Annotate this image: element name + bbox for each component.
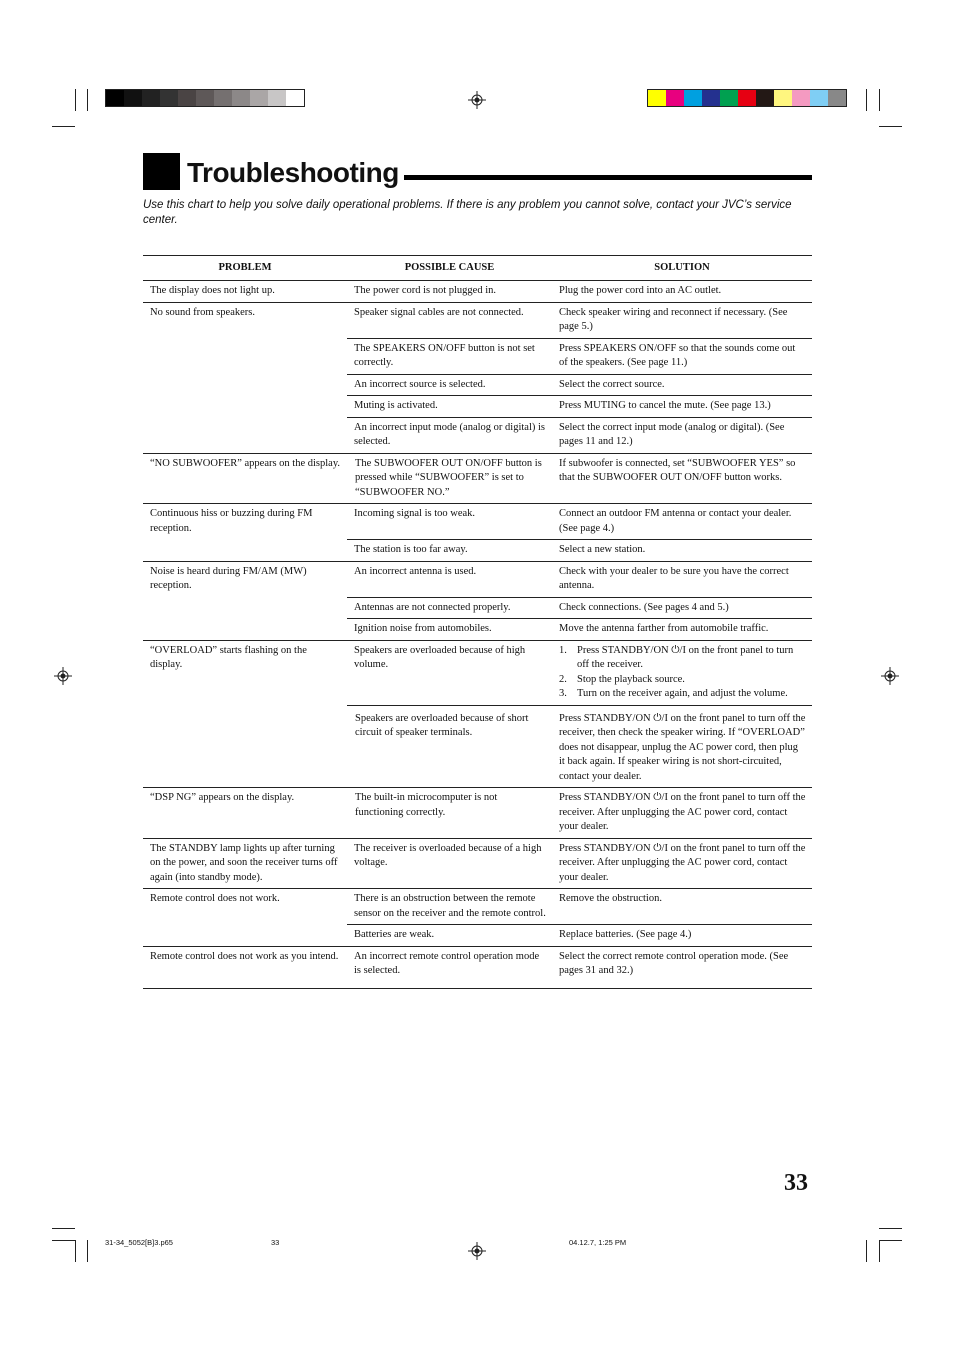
crop-mark [52, 126, 75, 127]
crop-mark [87, 1240, 88, 1262]
crop-mark [87, 89, 88, 111]
list-item: 1. Press STANDBY/ON ⏻/I on the front panel to turn off the receiver. [559, 644, 794, 670]
cause-cell: An incorrect antenna is used. [347, 561, 552, 597]
grayscale-color-bar [105, 89, 305, 107]
solution-cell: Plug the power cord into an AC outlet. [552, 281, 812, 303]
color-swatch [106, 90, 124, 106]
crop-mark [879, 1228, 902, 1229]
list-item: 2. Stop the playback source. [559, 673, 685, 685]
table-header-row [143, 256, 812, 281]
color-swatch [232, 90, 250, 106]
solution-cell: Select the correct input mode (analog or digital). (See pages 11 and 12.) [552, 417, 812, 453]
cause-cell: The station is too far away. [347, 540, 552, 562]
color-swatch [214, 90, 232, 106]
solution-cell: Replace batteries. (See page 4.) [552, 925, 812, 947]
cause-cell: Speaker signal cables are not connected. [347, 302, 552, 338]
cause-cell: Ignition noise from automobiles. [347, 619, 552, 641]
crop-mark [879, 1240, 880, 1262]
color-swatch [142, 90, 160, 106]
list-item: 3. Turn on the receiver again, and adjust the volume. [559, 688, 788, 699]
page-title: Troubleshooting [187, 157, 399, 188]
solution-cell: Press SPEAKERS ON/OFF so that the sounds come out of the speakers. (See page 11.) [552, 338, 812, 374]
crop-mark [75, 89, 76, 111]
crop-mark [75, 1240, 76, 1262]
solution-cell: Select the correct source. [552, 374, 812, 396]
cause-cell: Batteries are weak. [347, 925, 552, 947]
solution-cell: If subwoofer is connected, set “SUBWOOFER YES” so that the SUBWOOFER OUT ON/OFF button works. [552, 453, 812, 504]
color-swatch [684, 90, 702, 106]
troubleshooting-table [143, 255, 812, 989]
table-row [143, 640, 812, 705]
problem-cell: The STANDBY lamp lights up after turning on the power, and soon the receiver turns off again (into standby mode). [143, 838, 347, 889]
table-row [143, 561, 812, 597]
cause-cell: The built-in microcomputer is not functioning correctly. [347, 788, 552, 839]
cause-cell: Muting is activated. [347, 396, 552, 418]
problem-cell: The display does not light up. [143, 281, 347, 303]
crop-mark [866, 1240, 867, 1262]
cause-cell: The SPEAKERS ON/OFF button is not set correctly. [347, 338, 552, 374]
registration-mark-icon [468, 91, 486, 109]
problem-cell: Noise is heard during FM/AM (MW) reception. [143, 561, 347, 640]
crop-mark [52, 1228, 75, 1229]
color-swatch [702, 90, 720, 106]
color-swatch [738, 90, 756, 106]
cause-cell: The power cord is not plugged in. [347, 281, 552, 303]
crop-mark [879, 126, 902, 127]
color-swatch [286, 90, 304, 106]
solution-cell: Check with your dealer to be sure you have the correct antenna. [552, 561, 812, 597]
solution-cell: Check connections. (See pages 4 and 5.) [552, 597, 812, 619]
solution-cell [552, 640, 812, 705]
color-swatch [756, 90, 774, 106]
process-color-bar [647, 89, 847, 107]
crop-mark [879, 1240, 902, 1241]
problem-cell: “OVERLOAD” starts flashing on the display. [143, 640, 347, 788]
color-swatch [648, 90, 666, 106]
solution-steps [559, 644, 806, 702]
solution-cell: Press STANDBY/ON ⏻/I on the front panel to turn off the receiver. After unplugging the AC power cord, contact your dealer. [552, 788, 812, 839]
color-swatch [268, 90, 286, 106]
color-swatch [250, 90, 268, 106]
solution-cell: Check speaker wiring and reconnect if necessary. (See page 5.) [552, 302, 812, 338]
solution-cell: Press STANDBY/ON ⏻/I on the front panel to turn off the receiver, then check the speaker wiring. If “OVERLOAD” does not disappear, unplug the AC power cord, then plug it back again. If speaker wiring is not short-circuited, contact your dealer. [552, 705, 812, 788]
cause-cell: Incoming signal is too weak. [347, 504, 552, 540]
color-swatch [774, 90, 792, 106]
color-swatch [124, 90, 142, 106]
registration-mark-icon [468, 1242, 486, 1260]
color-swatch [810, 90, 828, 106]
table-row [143, 302, 812, 338]
color-swatch [792, 90, 810, 106]
solution-cell: Press MUTING to cancel the mute. (See page 13.) [552, 396, 812, 418]
cause-cell: Antennas are not connected properly. [347, 597, 552, 619]
table-row [143, 453, 812, 504]
color-swatch [828, 90, 846, 106]
color-swatch [178, 90, 196, 106]
header-problem: PROBLEM [143, 256, 347, 281]
footer-filename: 31-34_5052[B]3.p65 [105, 1238, 173, 1247]
header-solution: SOLUTION [552, 256, 812, 281]
cause-cell: Speakers are overloaded because of high volume. [347, 640, 552, 705]
table-row [143, 838, 812, 889]
title-marker [143, 153, 180, 190]
crop-mark [52, 1240, 75, 1241]
title-rule [404, 175, 812, 180]
color-swatch [720, 90, 738, 106]
cause-cell: The SUBWOOFER OUT ON/OFF button is pressed while “SUBWOOFER” is set to “SUBWOOFER NO.” [347, 453, 552, 504]
problem-cell: “NO SUBWOOFER” appears on the display. [143, 453, 347, 504]
cause-cell: An incorrect input mode (analog or digital) is selected. [347, 417, 552, 453]
problem-cell: “DSP NG” appears on the display. [143, 788, 347, 839]
problem-cell: Remote control does not work. [143, 889, 347, 947]
color-swatch [196, 90, 214, 106]
crop-mark [866, 89, 867, 111]
color-swatch [666, 90, 684, 106]
solution-cell: Press STANDBY/ON ⏻/I on the front panel to turn off the receiver. After unplugging the AC power cord, contact your dealer. [552, 838, 812, 889]
table-row [143, 889, 812, 925]
solution-cell: Move the antenna farther from automobile traffic. [552, 619, 812, 641]
registration-mark-icon [54, 667, 72, 685]
problem-cell: No sound from speakers. [143, 302, 347, 453]
problem-cell: Continuous hiss or buzzing during FM reception. [143, 504, 347, 562]
solution-cell: Remove the obstruction. [552, 889, 812, 925]
color-swatch [160, 90, 178, 106]
problem-cell: Remote control does not work as you intend. [143, 946, 347, 988]
registration-mark-icon [881, 667, 899, 685]
cause-cell: The receiver is overloaded because of a high voltage. [347, 838, 552, 889]
cause-cell: Speakers are overloaded because of short circuit of speaker terminals. [347, 705, 552, 788]
solution-cell: Connect an outdoor FM antenna or contact your dealer. (See page 4.) [552, 504, 812, 540]
table-row [143, 504, 812, 540]
cause-cell: An incorrect remote control operation mode is selected. [347, 946, 552, 988]
table-row [143, 788, 812, 839]
intro-text: Use this chart to help you solve daily operational problems. If there is any problem you cannot solve, contact your JVC’s service center. [143, 199, 792, 226]
header-cause: POSSIBLE CAUSE [347, 256, 552, 281]
cause-cell: An incorrect source is selected. [347, 374, 552, 396]
solution-cell: Select the correct remote control operation mode. (See pages 31 and 32.) [552, 946, 812, 988]
table-row [143, 946, 812, 988]
cause-cell: There is an obstruction between the remote sensor on the receiver and the remote control. [347, 889, 552, 925]
footer-page: 33 [271, 1238, 280, 1247]
page-number: 33 [784, 1170, 808, 1196]
solution-cell: Select a new station. [552, 540, 812, 562]
footer-timestamp: 04.12.7, 1:25 PM [569, 1238, 627, 1247]
crop-mark [879, 89, 880, 111]
table-row [143, 281, 812, 303]
